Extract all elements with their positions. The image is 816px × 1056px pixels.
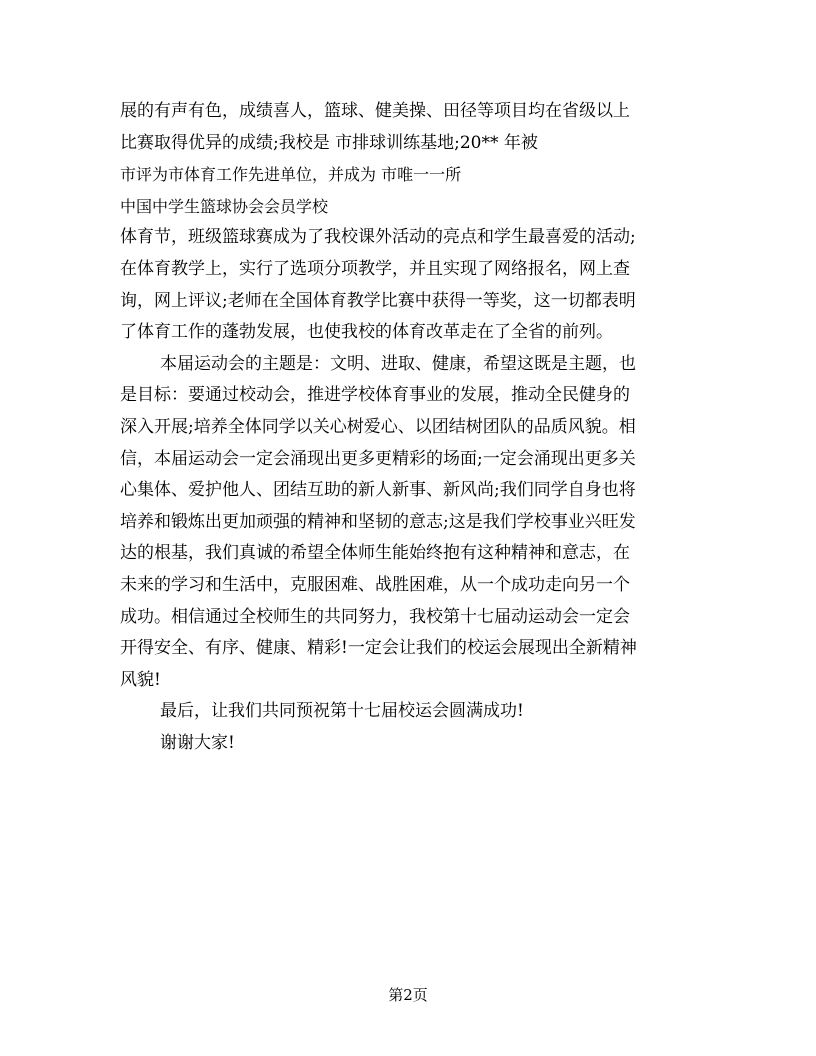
text-line-12: 信，本届运动会一定会涌现出更多更精彩的场面;一定会涌现出更多关	[120, 448, 636, 469]
text-line-13: 心集体、爱护他人、团结互助的新人新事、新风尚;我们同学自身也将	[120, 480, 636, 501]
text-line-16: 未来的学习和生活中，克服困难、战胜困难，从一个成功走向另一个	[120, 574, 630, 595]
text-line-4: 中国中学生篮球协会会员学校	[120, 196, 329, 216]
text-line-10: 是目标：要通过校动会，推进学校体育事业的发展，推动全民健身的	[120, 385, 630, 406]
page-number: 第2页	[388, 986, 428, 1004]
body-text	[120, 96, 700, 759]
text-line-15: 达的根基，我们真诚的希望全体师生能始终抱有这种精神和意志，在	[120, 543, 630, 564]
text-line-2: 比赛取得优异的成绩;我校是 市排球训练基地;20** 年被	[120, 132, 538, 153]
text-line-5: 体育节，班级篮球赛成为了我校课外活动的亮点和学生最喜爱的活动;	[120, 227, 636, 248]
text-line-9: 本届运动会的主题是：文明、进取、健康，希望这既是主题，也	[160, 353, 636, 374]
text-line-1: 展的有声有色，成绩喜人，篮球、健美操、田径等项目均在省级以上	[120, 101, 630, 121]
text-line-7: 询，网上评议;老师在全国体育教学比赛中获得一等奖，这一切都表明	[120, 290, 636, 311]
text-line-3: 市评为市体育工作先进单位，并成为 市唯一一所	[120, 165, 462, 185]
text-line-18: 开得安全、有序、健康、精彩!一定会让我们的校运会展现出全新精神	[120, 638, 637, 659]
text-line-20: 最后，让我们共同预祝第十七届校运会圆满成功!	[160, 701, 524, 722]
text-line-14: 培养和锻炼出更加顽强的精神和坚韧的意志;这是我们学校事业兴旺发	[120, 511, 636, 532]
text-line-21: 谢谢大家!	[160, 732, 235, 753]
text-line-11: 深入开展;培养全体同学以关心树爱心、以团结树团队的品质风貌。相	[120, 416, 636, 437]
text-line-6: 在体育教学上，实行了选项分项教学，并且实现了网络报名，网上查	[120, 258, 630, 279]
text-line-8: 了体育工作的蓬勃发展，也使我校的体育改革走在了全省的前列。	[120, 322, 613, 343]
text-line-19: 风貌!	[120, 669, 161, 690]
text-line-17: 成功。相信通过全校师生的共同努力，我校第十七届动运动会一定会	[120, 606, 630, 627]
